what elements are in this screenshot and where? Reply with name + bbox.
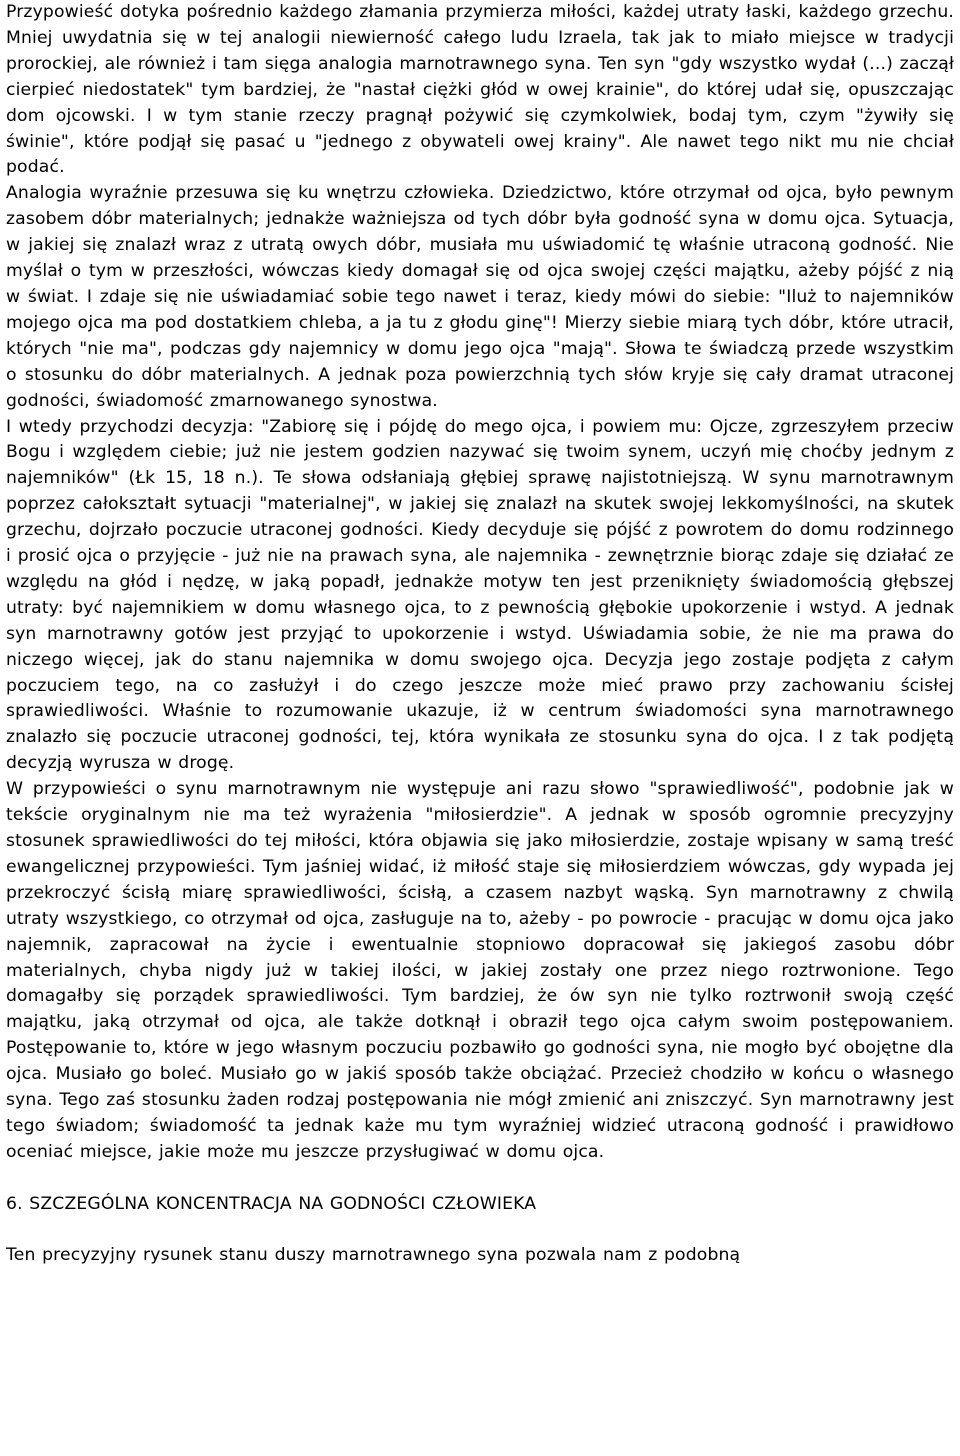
paragraph-gap	[6, 1166, 954, 1192]
section-heading: 6. SZCZEGÓLNA KONCENTRACJA NA GODNOŚCI CZŁOWIEKA	[6, 1193, 537, 1214]
document-page	[6, 0, 954, 1269]
paragraph-2: Analogia wyraźnie przesuwa się ku wnętrzu człowieka. Dziedzictwo, które otrzymał od ojca, było pewnym zasobem dóbr materialnych; jednakże ważniejsza od tych dóbr była godność syna w domu ojca. Sytuacja, w jakiej się znalazł wraz z utratą owych dóbr, musiała mu uświadomić tę właśnie utraconą godność. Nie myślał o tym w przeszłości, wówczas kiedy domagał się od ojca swojej części majątku, ażeby pójść z nią w świat. I zdaje się nie uświadamiać sobie tego nawet i teraz, kiedy mówi do siebie: "Iluż to najemników mojego ojca ma pod dostatkiem chleba, a ja tu z głodu ginę"! Mierzy siebie miarą tych dóbr, które utracił, których "nie ma", podczas gdy najemnicy w domu jego ojca "mają". Słowa te świadczą przede wszystkim o stosunku do dóbr materialnych. A jednak poza powierzchnią tych słów kryje się cały dramat utraconej godności, świadomość zmarnowanego synostwa.	[6, 183, 954, 411]
paragraph-1: Przypowieść dotyka pośrednio każdego złamania przymierza miłości, każdej utraty łaski, każdego grzechu. Mniej uwydatnia się w tej analogii niewierność całego ludu Izraela, tak jak to miało miejsce w tradycji prorockiej, ale również i tam sięga analogia marnotrawnego syna. Ten syn "gdy wszystko wydał (...) zaczął cierpieć niedostatek" tym bardziej, że "nastał ciężki głód w owej krainie", do której udał się, opuszczając dom ojcowski. I w tym stanie rzeczy pragnął pożywić się czymkolwiek, bodaj tym, czym "żywiły się świnie", które podjął się pasać u "jednego z obywateli owej krainy". Ale nawet tego nikt mu nie chciał podać.	[6, 2, 954, 178]
paragraph-4: W przypowieści o synu marnotrawnym nie występuje ani razu słowo "sprawiedliwość", podobnie jak w tekście oryginalnym nie ma też wyrażenia "miłosierdzie". A jednak w sposób ogromnie precyzyjny stosunek sprawiedliwości do tej miłości, która objawia się jako miłosierdzie, zostaje wpisany w samą treść ewangelicznej przypowieści. Tym jaśniej widać, iż miłość staje się miłosierdziem wówczas, gdy wypada jej przekroczyć ścisłą miarę sprawiedliwości, ścisłą, a czasem nazbyt wąską. Syn marnotrawny z chwilą utraty wszystkiego, co otrzymał od ojca, zasługuje na to, ażeby - po powrocie - pracując w domu ojca jako najemnik, zapracował na życie i ewentualnie stopniowo dopracował się jakiegoś zasobu dóbr materialnych, chyba nigdy już w takiej ilości, w jakiej zostały one przez niego roztrwonione. Tego domagałby się porządek sprawiedliwości. Tym bardziej, że ów syn nie tylko roztrwonił swoją część majątku, jaką otrzymał od ojca, ale także dotknął i obraził tego ojca całym swoim postępowaniem. Postępowanie to, które w jego własnym poczuciu pozbawiło go godności syna, nie mogło być obojętne dla ojca. Musiało go boleć. Musiało go w jakiś sposób także obciążać. Przecież chodziło w końcu o własnego syna. Tego zaś stosunku żaden rodzaj postępowania nie mógł zmienić ani zniszczyć. Syn marnotrawny jest tego świadom; świadomość ta jednak każe mu tym wyraźniej widzieć utraconą godność i prawidłowo oceniać miejsce, jakie może mu jeszcze przysługiwać w domu ojca.	[6, 779, 954, 1162]
closing-paragraph: Ten precyzyjny rysunek stanu duszy marnotrawnego syna pozwala nam z podobną	[6, 1245, 741, 1266]
paragraph-3: I wtedy przychodzi decyzja: "Zabiorę się i pójdę do mego ojca, i powiem mu: Ojcze, zgrzeszyłem przeciw Bogu i względem ciebie; już nie jestem godzien nazywać się twoim synem, uczyń mię choćby jednym z najemników" (Łk 15, 18 n.). Te słowa odsłaniają głębiej sprawę najistotniejszą. W synu marnotrawnym poprzez całokształt sytuacji "materialnej", w jakiej się znalazł na skutek swojej lekkomyślności, na skutek grzechu, dojrzało poczucie utraconej godności. Kiedy decyduje się pójść z powrotem do domu rodzinnego i prosić ojca o przyjęcie - już nie na prawach syna, ale najemnika - zewnętrznie biorąc zdaje się działać ze względu na głód i nędzę, w jaką popadł, jednakże motyw ten jest przeniknięty świadomością głębszej utraty: być najemnikiem w domu własnego ojca, to z pewnością głębokie upokorzenie i wstyd. A jednak syn marnotrawny gotów jest przyjąć to upokorzenie i wstyd. Uświadamia sobie, że nie ma prawa do niczego więcej, jak do stanu najemnika w domu swojego ojca. Decyzja jego zostaje podjęta z całym poczuciem tego, na co zasłużył i do czego jeszcze może mieć prawo przy zachowaniu ścisłej sprawiedliwości. Właśnie to rozumowanie ukazuje, iż w centrum świadomości syna marnotrawnego znalazło się poczucie utraconej godności, tej, która wynikała ze stosunku syna do ojca. I z tak podjętą decyzją wyrusza w drogę.	[6, 416, 954, 774]
heading-gap	[6, 1218, 954, 1244]
